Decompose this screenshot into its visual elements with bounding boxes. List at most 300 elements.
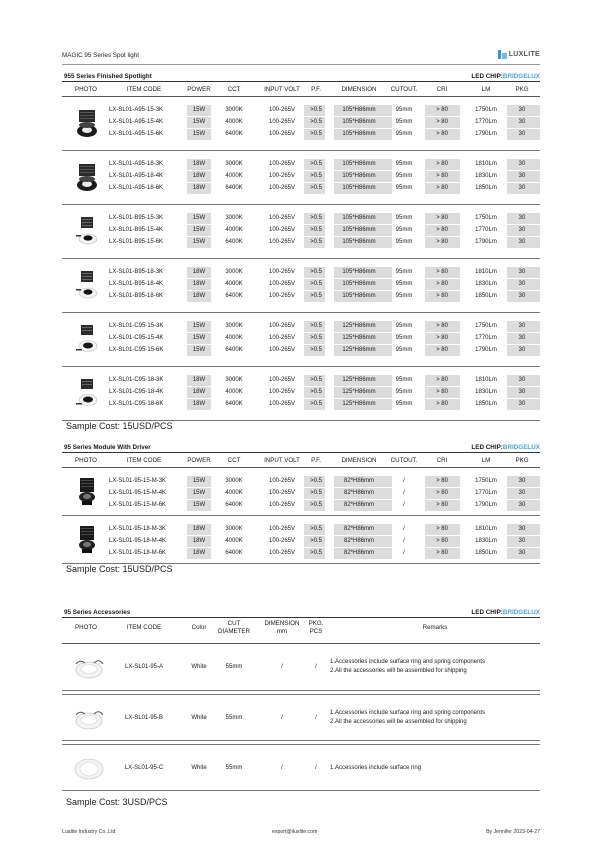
col-item-code: ITEM CODE (126, 86, 162, 93)
col-cut-diameter: CUT DIAMETER (218, 620, 250, 635)
volt-cell: 100-265V (268, 489, 296, 496)
dim-cell: / (281, 664, 283, 670)
remarks-cell: 1.Accessories include surface ring and spring components 2.All the accessories will be assembled for shipping (330, 659, 486, 674)
pf-cell: >0.5 (310, 226, 322, 233)
dim-cell: 82*H86mm (343, 537, 375, 544)
col-photo: PHOTO (75, 86, 97, 93)
col-pkg: PKG. PCS (308, 620, 324, 635)
pkg-cell: 30 (518, 322, 526, 329)
cri-cell: > 80 (436, 268, 448, 275)
pkg-cell: 30 (518, 226, 526, 233)
lm-cell: 1750Lm (475, 477, 497, 484)
cct-cell: 6400K (225, 184, 243, 191)
item-code-cell: LX-SL01-B95-18-3K (109, 268, 164, 275)
pf-cell: >0.5 (310, 400, 322, 407)
item-code-cell: LX-SL01-B95-15-3K (109, 214, 164, 221)
cct-cell: 3000K (225, 106, 243, 113)
col-power: POWER (187, 86, 211, 93)
pf-cell: >0.5 (310, 172, 322, 179)
product-group (62, 367, 540, 421)
pf-cell: >0.5 (310, 549, 322, 556)
power-cell: 15W (192, 130, 206, 137)
col-cri: CRI (436, 86, 448, 93)
power-cell: 15W (192, 346, 206, 353)
power-cell: 18W (192, 537, 206, 544)
col-photo: PHOTO (75, 457, 97, 464)
pf-cell: >0.5 (310, 280, 322, 287)
section-title: 95 Series Module With Driver (64, 444, 151, 451)
pkg-cell: 30 (518, 280, 526, 287)
volt-cell: 100-265V (268, 376, 296, 383)
item-code-cell: LX-SL01-A95-18-4K (109, 172, 164, 179)
power-cell: 18W (192, 388, 206, 395)
section-title: 95 Series Accessories (64, 609, 131, 616)
dim-cell: 105*H86mm (342, 292, 376, 299)
lm-cell: 1750Lm (475, 106, 497, 113)
col-cri: CRI (436, 457, 448, 464)
table-row (62, 224, 540, 236)
pf-cell: >0.5 (310, 214, 322, 221)
dim-cell: 105*H86mm (342, 280, 376, 287)
col-pkg: PKG (515, 86, 529, 93)
cut-cell: 95mm (395, 334, 413, 341)
accessory-photo (72, 655, 106, 683)
pkg-cell: / (315, 664, 317, 670)
lm-cell: 1810Lm (475, 160, 497, 167)
col-lm: LM (481, 457, 491, 464)
lm-cell: 1790Lm (475, 501, 497, 508)
header-divider (62, 64, 540, 65)
dim-cell: 125*H86mm (342, 376, 376, 383)
item-code-cell: LX-SL01-95-15-M-3K (109, 477, 167, 484)
col-pf: P.F. (311, 86, 321, 93)
power-cell: 15W (192, 226, 206, 233)
accessory-photo (72, 706, 106, 734)
pf-cell: >0.5 (310, 292, 322, 299)
color-cell: White (191, 664, 207, 670)
table-row (62, 290, 540, 302)
pkg-cell: 30 (518, 238, 526, 245)
cri-cell: > 80 (436, 376, 448, 383)
table-row (62, 499, 540, 511)
dim-cell: 125*H86mm (342, 400, 376, 407)
table-row (62, 116, 540, 128)
footer-author: By Jennifer 2023-04-27 (486, 829, 540, 835)
cri-cell: > 80 (436, 172, 448, 179)
item-code-cell: LX-SL01-B95-15-6K (109, 238, 164, 245)
dim-cell: 105*H86mm (342, 226, 376, 233)
cct-cell: 6400K (225, 130, 243, 137)
pf-cell: >0.5 (310, 268, 322, 275)
power-cell: 18W (192, 184, 206, 191)
pkg-cell: 30 (518, 268, 526, 275)
pf-cell: >0.5 (310, 388, 322, 395)
pf-cell: >0.5 (310, 118, 322, 125)
dim-cell: 125*H86mm (342, 388, 376, 395)
remarks-cell: 1.Accessories include surface ring (330, 765, 422, 771)
cct-cell: 4000K (225, 388, 243, 395)
document-title: MAGIC 95 Series Spot light (62, 52, 139, 59)
remarks-cell: 1.Accessories include surface ring and spring components 2.All the accessories will be assembled for shipping (330, 710, 486, 725)
power-cell: 18W (192, 376, 206, 383)
dim-cell: 105*H86mm (342, 238, 376, 245)
pkg-cell: / (315, 765, 317, 771)
col-dimension: DIMENSION mm (264, 620, 300, 635)
cct-cell: 4000K (225, 334, 243, 341)
module-section (62, 443, 540, 574)
page-header (62, 50, 540, 68)
cut-cell: 95mm (395, 280, 413, 287)
code-cell: LX-SL01-95-A (124, 664, 164, 670)
pkg-cell: 30 (518, 172, 526, 179)
lm-cell: 1830Lm (475, 172, 497, 179)
product-group (62, 205, 540, 259)
power-cell: 18W (192, 549, 206, 556)
cri-cell: > 80 (436, 160, 448, 167)
pkg-cell: 30 (518, 501, 526, 508)
cut-cell: / (403, 477, 405, 484)
cri-cell: > 80 (436, 280, 448, 287)
item-code-cell: LX-SL01-A95-15-4K (109, 118, 164, 125)
pf-cell: >0.5 (310, 322, 322, 329)
dim-cell: 82*H86mm (343, 549, 375, 556)
lm-cell: 1790Lm (475, 346, 497, 353)
cct-cell: 6400K (225, 238, 243, 245)
dim-cell: 125*H86mm (342, 346, 376, 353)
cut-cell: 95mm (395, 172, 413, 179)
col-color: Color (191, 624, 207, 631)
cri-cell: > 80 (436, 130, 448, 137)
cut-cell: 95mm (395, 400, 413, 407)
col-item-code: ITEM CODE (126, 457, 162, 464)
section-header (62, 608, 540, 618)
lm-cell: 1770Lm (475, 489, 497, 496)
accessory-row (62, 694, 540, 741)
item-code-cell: LX-SL01-C95-18-6K (109, 400, 164, 407)
pf-cell: >0.5 (310, 525, 322, 532)
power-cell: 15W (192, 214, 206, 221)
item-code-cell: LX-SL01-C95-15-3K (109, 322, 164, 329)
item-code-cell: LX-SL01-95-18-M-4K (109, 537, 167, 544)
volt-cell: 100-265V (268, 477, 296, 484)
cri-cell: > 80 (436, 346, 448, 353)
cut-cell: 95mm (395, 184, 413, 191)
col-item-code: ITEM CODE (126, 624, 162, 631)
cut-cell: / (403, 525, 405, 532)
cut-cell: 95mm (395, 238, 413, 245)
item-code-cell: LX-SL01-95-18-M-3K (109, 525, 167, 532)
dim-cell: 105*H86mm (342, 160, 376, 167)
pkg-cell: 30 (518, 106, 526, 113)
product-group (62, 468, 540, 516)
power-cell: 15W (192, 489, 206, 496)
lm-cell: 1750Lm (475, 214, 497, 221)
lm-cell: 1850Lm (475, 184, 497, 191)
lm-cell: 1850Lm (475, 400, 497, 407)
product-group (62, 259, 540, 313)
accessory-photo (72, 756, 106, 784)
col-power: POWER (187, 457, 211, 464)
cct-cell: 6400K (225, 346, 243, 353)
code-cell: LX-SL01-95-B (124, 715, 164, 721)
table-row (62, 332, 540, 344)
item-code-cell: LX-SL01-B95-18-4K (109, 280, 164, 287)
cut-cell: 95mm (395, 160, 413, 167)
cct-cell: 3000K (225, 525, 243, 532)
cut-cell: 95mm (395, 106, 413, 113)
company-logo (498, 50, 540, 59)
pf-cell: >0.5 (310, 489, 322, 496)
pkg-cell: 30 (518, 400, 526, 407)
cct-cell: 3000K (225, 160, 243, 167)
sample-cost: Sample Cost: 3USD/PCS (66, 797, 168, 807)
lm-cell: 1770Lm (475, 226, 497, 233)
volt-cell: 100-265V (268, 334, 296, 341)
col-lm: LM (481, 86, 491, 93)
power-cell: 18W (192, 268, 206, 275)
power-cell: 15W (192, 322, 206, 329)
cri-cell: > 80 (436, 292, 448, 299)
color-cell: White (191, 715, 207, 721)
lm-cell: 1750Lm (475, 322, 497, 329)
cct-cell: 6400K (225, 501, 243, 508)
pf-cell: >0.5 (310, 160, 322, 167)
lm-cell: 1850Lm (475, 549, 497, 556)
pf-cell: >0.5 (310, 238, 322, 245)
cri-cell: > 80 (436, 214, 448, 221)
pkg-cell: 30 (518, 214, 526, 221)
pkg-cell: 30 (518, 292, 526, 299)
lm-cell: 1850Lm (475, 292, 497, 299)
table-row (62, 170, 540, 182)
cri-cell: > 80 (436, 388, 448, 395)
pkg-cell: 30 (518, 549, 526, 556)
col-pkg: PKG (515, 457, 529, 464)
item-code-cell: LX-SL01-B95-15-4K (109, 226, 164, 233)
lm-cell: 1790Lm (475, 238, 497, 245)
power-cell: 18W (192, 292, 206, 299)
pf-cell: >0.5 (310, 334, 322, 341)
pf-cell: >0.5 (310, 501, 322, 508)
accessories-section (62, 608, 540, 807)
lm-cell: 1810Lm (475, 268, 497, 275)
table-row (62, 320, 540, 332)
item-code-cell: LX-SL01-C95-18-3K (109, 376, 164, 383)
cct-cell: 4000K (225, 537, 243, 544)
col-cutout: CUTOUT. (390, 86, 418, 93)
power-cell: 15W (192, 501, 206, 508)
cri-cell: > 80 (436, 184, 448, 191)
cct-cell: 3000K (225, 214, 243, 221)
volt-cell: 100-265V (268, 322, 296, 329)
pkg-cell: 30 (518, 130, 526, 137)
pkg-cell: 30 (518, 489, 526, 496)
pkg-cell: 30 (518, 376, 526, 383)
dim-cell: 125*H86mm (342, 334, 376, 341)
cut-cell: 95mm (395, 388, 413, 395)
pf-cell: >0.5 (310, 477, 322, 484)
cut-cell: 95mm (395, 376, 413, 383)
volt-cell: 100-265V (268, 501, 296, 508)
cut-cell: 95mm (395, 130, 413, 137)
dim-cell: / (281, 715, 283, 721)
accessory-row (62, 744, 540, 791)
col-dimension: DIMENSION (341, 457, 377, 464)
col-photo: PHOTO (75, 624, 97, 631)
section-title: 955 Series Finished Spotlight (64, 73, 152, 80)
sample-cost: Sample Cost: 15USD/PCS (66, 421, 173, 431)
logo-mark-icon (498, 50, 507, 59)
volt-cell: 100-265V (268, 525, 296, 532)
sample-cost: Sample Cost: 15USD/PCS (66, 564, 173, 574)
pkg-cell: 30 (518, 118, 526, 125)
cri-cell: > 80 (436, 238, 448, 245)
cct-cell: 3000K (225, 376, 243, 383)
dim-cell: / (281, 765, 283, 771)
pf-cell: >0.5 (310, 106, 322, 113)
product-group (62, 151, 540, 205)
volt-cell: 100-265V (268, 106, 296, 113)
col-input-volt: INPUT VOLT (264, 457, 300, 464)
pkg-cell: 30 (518, 160, 526, 167)
dim-cell: 82*H86mm (343, 477, 375, 484)
dim-cell: 105*H86mm (342, 106, 376, 113)
cri-cell: > 80 (436, 477, 448, 484)
cut-cell: / (403, 537, 405, 544)
pkg-cell: 30 (518, 388, 526, 395)
table-row (62, 374, 540, 386)
cri-cell: > 80 (436, 226, 448, 233)
accessories-column-header (62, 618, 540, 644)
power-cell: 18W (192, 400, 206, 407)
col-pf: P.F. (311, 457, 321, 464)
dim-cell: 105*H86mm (342, 268, 376, 275)
lm-cell: 1830Lm (475, 388, 497, 395)
pf-cell: >0.5 (310, 130, 322, 137)
pkg-cell: / (315, 715, 317, 721)
cut-cell: 95mm (395, 322, 413, 329)
power-cell: 15W (192, 477, 206, 484)
item-code-cell: LX-SL01-C95-15-6K (109, 346, 164, 353)
module-table (62, 468, 540, 564)
pkg-cell: 30 (518, 525, 526, 532)
cct-cell: 4000K (225, 280, 243, 287)
col-dimension: DIMENSION (341, 86, 377, 93)
volt-cell: 100-265V (268, 346, 296, 353)
cct-cell: 4000K (225, 118, 243, 125)
table-row (62, 128, 540, 140)
volt-cell: 100-265V (268, 130, 296, 137)
lm-cell: 1770Lm (475, 334, 497, 341)
dim-cell: 105*H86mm (342, 130, 376, 137)
volt-cell: 100-265V (268, 268, 296, 275)
footer-email: export@iluxlite.com (272, 829, 318, 835)
item-code-cell: LX-SL01-A95-18-6K (109, 184, 164, 191)
lm-cell: 1830Lm (475, 537, 497, 544)
cri-cell: > 80 (436, 489, 448, 496)
item-code-cell: LX-SL01-95-15-M-6K (109, 501, 167, 508)
lm-cell: 1810Lm (475, 525, 497, 532)
cut-cell: 95mm (395, 346, 413, 353)
table-row (62, 398, 540, 410)
column-header-row (62, 82, 540, 97)
cut-cell: / (403, 489, 405, 496)
pkg-cell: 30 (518, 477, 526, 484)
cut-cell: 95mm (395, 292, 413, 299)
power-cell: 15W (192, 118, 206, 125)
column-header-row (62, 453, 540, 468)
cri-cell: > 80 (436, 525, 448, 532)
footer-company: Lualite Industry Co.,Ltd (62, 829, 116, 835)
table-row (62, 386, 540, 398)
product-group (62, 313, 540, 367)
cri-cell: > 80 (436, 400, 448, 407)
volt-cell: 100-265V (268, 226, 296, 233)
power-cell: 18W (192, 525, 206, 532)
table-row (62, 547, 540, 559)
cut-cell: 55mm (225, 765, 243, 771)
volt-cell: 100-265V (268, 160, 296, 167)
table-row (62, 104, 540, 116)
lm-cell: 1810Lm (475, 376, 497, 383)
volt-cell: 100-265V (268, 537, 296, 544)
pf-cell: >0.5 (310, 537, 322, 544)
cri-cell: > 80 (436, 118, 448, 125)
cut-cell: 55mm (225, 664, 243, 670)
item-code-cell: LX-SL01-95-15-M-4K (109, 489, 167, 496)
cri-cell: > 80 (436, 106, 448, 113)
led-chip-label: LED CHIP:BRIDGELUX (471, 73, 540, 80)
dim-cell: 105*H86mm (342, 184, 376, 191)
cct-cell: 6400K (225, 292, 243, 299)
volt-cell: 100-265V (268, 292, 296, 299)
item-code-cell: LX-SL01-B95-18-6K (109, 292, 164, 299)
cri-cell: > 80 (436, 322, 448, 329)
item-code-cell: LX-SL01-A95-15-6K (109, 130, 164, 137)
item-code-cell: LX-SL01-A95-18-3K (109, 160, 164, 167)
cct-cell: 4000K (225, 226, 243, 233)
cct-cell: 4000K (225, 172, 243, 179)
col-input-volt: INPUT VOLT (264, 86, 300, 93)
power-cell: 18W (192, 172, 206, 179)
cut-cell: 95mm (395, 268, 413, 275)
dim-cell: 125*H86mm (342, 322, 376, 329)
pkg-cell: 30 (518, 184, 526, 191)
table-row (62, 344, 540, 356)
table-row (62, 236, 540, 248)
volt-cell: 100-265V (268, 214, 296, 221)
col-cct: CCT (227, 457, 241, 464)
color-cell: White (191, 765, 207, 771)
section-header (62, 72, 540, 82)
volt-cell: 100-265V (268, 280, 296, 287)
dim-cell: 105*H86mm (342, 172, 376, 179)
spotlight-table (62, 97, 540, 421)
dim-cell: 105*H86mm (342, 118, 376, 125)
cct-cell: 3000K (225, 268, 243, 275)
table-row (62, 487, 540, 499)
table-row (62, 278, 540, 290)
code-cell: LX-SL01-95-C (124, 765, 164, 771)
power-cell: 18W (192, 280, 206, 287)
dim-cell: 82*H86mm (343, 489, 375, 496)
volt-cell: 100-265V (268, 238, 296, 245)
table-row (62, 212, 540, 224)
table-row (62, 535, 540, 547)
spotlight-section (62, 72, 540, 431)
pkg-cell: 30 (518, 537, 526, 544)
lm-cell: 1790Lm (475, 130, 497, 137)
